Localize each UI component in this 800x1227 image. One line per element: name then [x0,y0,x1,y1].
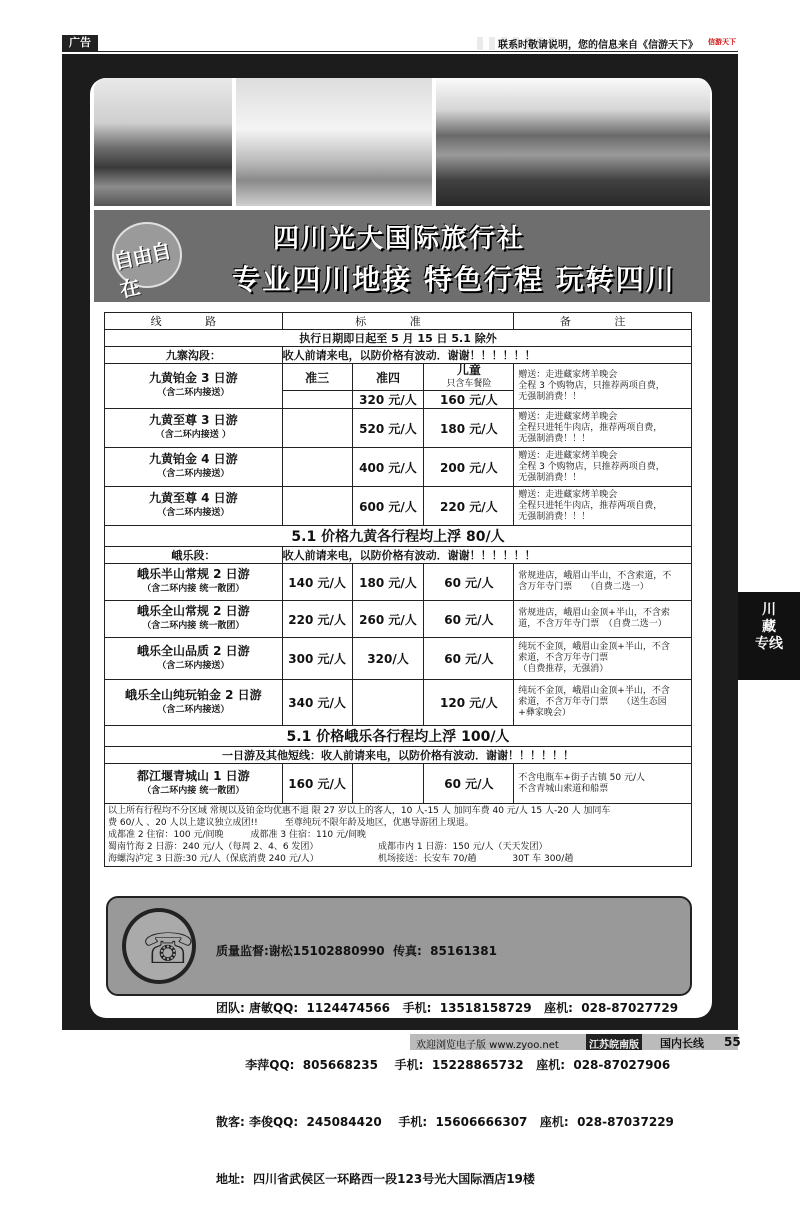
exec-date: 执行日期即日起至 5 月 15 日 5.1 除外 [105,330,692,347]
price-3star [282,448,352,487]
agency-slogan: 专业四川地接 特色行程 玩转四川 [232,263,676,296]
lake-photo [94,78,232,206]
price-child: 120 元/人 [424,680,514,726]
route-name: 峨乐半山常规 2 日游 （含二环内接 统一散团） [105,564,283,601]
buddha-temple-photo [236,78,432,206]
price-3star [282,391,352,409]
price-4star: 320 元/人 [352,391,424,409]
misc-line: 费 60/人 、20 人以上建议独立成团!! 至尊纯玩不限年龄及地区，优惠导游团上现退。 [108,818,474,828]
price-child: 60 元/人 [424,764,514,804]
price-3star: 340 元/人 [282,680,352,726]
section-jzg-note: 收人前请来电，以防价格有波动．谢谢！！！！！！ [282,347,691,364]
route-name: 九黄至尊 3 日游 （含二环内接送 ） [105,409,283,448]
agency-banner [94,210,710,302]
price-child: 180 元/人 [424,409,514,448]
route-name: 九黄铂金 4 日游 （含二环内接送） [105,448,283,487]
price-table [104,312,692,867]
route-note: 常规进店，峨眉山半山，不含索道，不 含万年寺门票 （自费二选一） [514,564,692,601]
footer-section: 国内长线 [660,1037,704,1050]
header-remarks: 备 注 [514,313,692,330]
badge-text: 自由自在 [111,238,173,303]
phone-icon: ☏ [122,908,196,984]
footer-browse: 欢迎浏览电子版 www.zyoo.net [416,1040,559,1051]
route-note: 赠送：走进藏家烤羊晚会 全程 3 个购物店，只推荐两项自费， 无强制消费！！ [514,364,692,409]
route-name: 九黄至尊 4 日游 （含二环内接送） [105,487,283,526]
publisher-logo: 信游天下 [708,38,736,46]
route-note: 赠送：走进藏家烤羊晚会 全程 3 个购物店，只推荐两项自费， 无强制消费！！ [514,448,692,487]
footer-bar [410,1034,738,1050]
price-child: 60 元/人 [424,564,514,601]
section-oneday: 一日游及其他短线：收人前请来电，以防价格有波动．谢谢！！！！！！ [105,747,692,764]
price-3star: 300 元/人 [282,638,352,680]
route-name: 峨乐全山纯玩铂金 2 日游 （含二环内接送） [105,680,283,726]
route-name: 九黄铂金 3 日游 （含二环内接送） [105,364,283,409]
contact-line: 地址: 四川省武侯区一环路西一段123号光大国际酒店19楼 [216,1172,535,1186]
contact-line: 散客: 李俊QQ: 245084420 手机: 15606666307 座机: 028-87037229 [216,1115,674,1129]
contact-line: 团队: 唐敏QQ: 1124474566 手机: 13518158729 座机: 028-87027729 [216,1001,679,1015]
footer-edition: 江苏皖南版 [586,1034,642,1050]
agency-name: 四川光大国际旅行社 [272,224,525,254]
col-label-3star: 准三 [282,364,352,391]
route-note: 不含电瓶车+街子古镇 50 元/人 不含青城山索道和船票 [514,764,692,804]
route-note: 纯玩不金顶，峨眉山金顶+半山，不含 索道，不含万年寺门票 （送生态园 +彝家晚会） [514,680,692,726]
price-4star: 520 元/人 [352,409,424,448]
misc-line: 蜀南竹海 2 日游：240 元/人（每周 2、4、6 发团） 成都市内 1 日游：150 元/人（天天发团） [108,842,548,852]
photo-strip [94,78,710,206]
price-4star [352,764,424,804]
col-label-4star: 准四 [352,364,424,391]
side-section-tab: 川 藏 专线 [738,592,800,680]
misc-notes [105,804,692,867]
route-note: 常规进店，峨眉山金顶+半山，不含索 道，不含万年寺门票 （自费二选一） [514,601,692,638]
route-name: 峨乐全山常规 2 日游 （含二环内接 统一散团） [105,601,283,638]
price-3star [282,487,352,526]
price-4star: 180 元/人 [352,564,424,601]
jzg-float-note: 5.1 价格九黄各行程均上浮 80/人 [105,526,692,547]
route-name: 峨乐全山品质 2 日游 （含二环内接送） [105,638,283,680]
eml-float-note: 5.1 价格峨乐各行程均上浮 100/人 [105,726,692,747]
price-4star: 400 元/人 [352,448,424,487]
header-route: 线 路 [105,313,283,330]
price-child: 200 元/人 [424,448,514,487]
contact-line: 质量监督:谢松15102880990 传真: 85161381 [216,944,497,958]
route-name: 都江堰青城山 1 日游 （含二环内接 统一散团） [105,764,283,804]
top-strip [62,35,738,52]
contact-lines [216,904,678,1227]
contact-line: 李萍QQ: 805668235 手机: 15228865732 座机: 028-87027906 [216,1058,671,1072]
free-badge [108,218,190,303]
header-standard: 标 准 [282,313,514,330]
ad-tag: 广告 [62,35,98,51]
price-4star: 600 元/人 [352,487,424,526]
price-4star: 260 元/人 [352,601,424,638]
price-child: 60 元/人 [424,638,514,680]
col-label-child: 儿童 只含车餐险 [424,364,514,391]
misc-line: 以上所有行程均不分区域 常规以及铂金均优惠不退 限 27 岁以上的客人，10 人-15 人 加同车费 40 元/人 15 人-20 人 加同车 [108,806,611,816]
price-3star: 160 元/人 [282,764,352,804]
price-child: 220 元/人 [424,487,514,526]
page-number: 55 [724,1035,741,1049]
route-note: 赠送：走进藏家烤羊晚会 全程只进牦牛肉店，推荐两项自费， 无强制消费！！！ [514,487,692,526]
price-child: 60 元/人 [424,601,514,638]
price-4star: 320/人 [352,638,424,680]
river-valley-photo [436,78,710,206]
section-eml: 峨乐段： [105,547,283,564]
price-3star: 140 元/人 [282,564,352,601]
section-jzg: 九寨沟段： [105,347,283,364]
section-eml-note: 收人前请来电，以防价格有波动．谢谢！！！！！！ [282,547,691,564]
misc-line: 海螺沟泸定 3 日游:30 元/人（保底消费 240 元/人） 机场接送：长安车 70/趟 30T 车 300/趟 [108,854,574,864]
table-header [105,313,692,330]
price-3star [282,409,352,448]
misc-line: 成都准 2 住宿：100 元/间晚 成都准 3 住宿：110 元/间晚 [108,830,367,840]
price-4star [352,680,424,726]
route-note: 纯玩不金顶，峨眉山金顶+半山，不含 索道，不含万年寺门票 （自费推荐，无强消） [514,638,692,680]
price-3star: 220 元/人 [282,601,352,638]
price-child: 160 元/人 [424,391,514,409]
header-note: 联系时敬请说明，您的信息来自《信游天下》 [498,40,698,51]
route-note: 赠送：走进藏家烤羊晚会 全程只进牦牛肉店，推荐两项自费， 无强制消费！！！ [514,409,692,448]
